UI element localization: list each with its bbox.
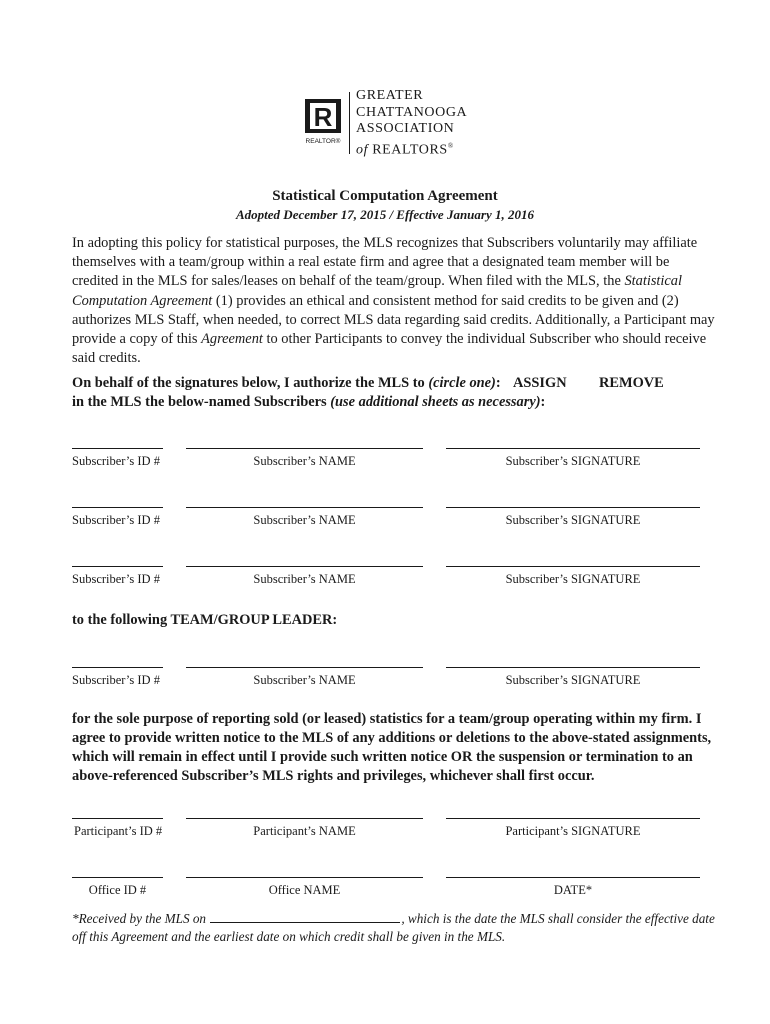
leader-name-field[interactable] — [186, 667, 423, 668]
leader-id-field[interactable] — [72, 667, 163, 668]
organization-name — [356, 88, 467, 159]
footnote-line-1 — [72, 910, 722, 928]
authorize-colon: : — [540, 394, 546, 410]
authorize-line-1 — [72, 375, 501, 392]
purpose-line: agree to provide written notice to the MLS of any additions or deletions to the above-stated assignments, — [72, 730, 712, 746]
footnote-text: *Received by the MLS on — [72, 911, 210, 926]
footnote-line-2: off this Agreement and the earliest date on which credit shall be given in the MLS. — [72, 929, 506, 944]
subscriber-signature-label: Subscriber’s SIGNATURE — [505, 572, 641, 586]
registered-mark: ® — [447, 141, 454, 150]
subscriber-3-id-field[interactable] — [72, 566, 163, 567]
intro-text: to other Participants to convey the individual Subscriber who should receive — [262, 331, 707, 348]
participant-id-field[interactable] — [72, 818, 163, 819]
authorize-colon: : — [495, 375, 501, 391]
logo-mark-caption: REALTOR® — [305, 138, 341, 145]
intro-line: In adopting this policy for statistical purposes, the MLS recognizes that Subscribers voluntarily may affiliate — [72, 235, 698, 251]
subscriber-3-signature-field[interactable] — [446, 566, 700, 567]
participant-signature-label: Participant’s SIGNATURE — [505, 824, 641, 838]
org-line-4-of: of — [356, 142, 369, 158]
circle-one-hint: (circle one) — [428, 375, 496, 391]
office-id-label: Office ID # — [88, 883, 147, 897]
org-line-1: GREATER — [356, 88, 424, 103]
intro-line — [72, 330, 712, 349]
authorize-text: in the MLS the below-named Subscribers — [72, 394, 331, 410]
subscriber-signature-label: Subscriber’s SIGNATURE — [505, 673, 641, 687]
intro-line: themselves with a team/group within a real estate firm and agree that a designated team member will be — [72, 254, 670, 271]
footnote — [72, 910, 722, 946]
document-title: Statistical Computation Agreement — [272, 188, 498, 204]
intro-line: authorizes MLS Staff, when needed, to correct MLS data regarding said credits. Additionally, a Participant may — [72, 311, 715, 328]
leader-signature-field[interactable] — [446, 667, 700, 668]
org-line-3: ASSOCIATION — [356, 121, 455, 136]
received-date-field[interactable] — [210, 912, 400, 923]
subscriber-name-label: Subscriber’s NAME — [253, 454, 356, 468]
date-field[interactable] — [446, 877, 700, 878]
office-name-field[interactable] — [186, 877, 423, 878]
subscriber-2-id-field[interactable] — [72, 507, 163, 508]
intro-line — [72, 292, 712, 311]
intro-italic: Agreement — [201, 331, 263, 348]
team-leader-heading: to the following TEAM/GROUP LEADER: — [72, 612, 338, 628]
purpose-line: which will remain in effect until I provide such written notice OR the suspension or termination to an — [72, 749, 693, 765]
subscriber-signature-label: Subscriber’s SIGNATURE — [505, 454, 641, 468]
subscriber-2-name-field[interactable] — [186, 507, 423, 508]
subscriber-1-signature-field[interactable] — [446, 448, 700, 449]
subscriber-1-name-field[interactable] — [186, 448, 423, 449]
subscriber-id-label: Subscriber’s ID # — [72, 454, 160, 468]
remove-option[interactable]: REMOVE — [599, 375, 664, 391]
org-line-4-name: REALTORS — [372, 142, 448, 158]
intro-line: said credits. — [72, 350, 141, 367]
subscriber-id-label: Subscriber’s ID # — [72, 673, 160, 687]
subscriber-name-label: Subscriber’s NAME — [253, 673, 356, 687]
intro-text: (1) provides an ethical and consistent method for said credits to be given and (2) — [212, 292, 679, 309]
authorize-line-2 — [72, 394, 545, 411]
date-label: DATE* — [553, 883, 593, 897]
intro-italic: Computation Agreement — [72, 292, 213, 309]
subscriber-id-label: Subscriber’s ID # — [72, 513, 160, 527]
subscriber-name-label: Subscriber’s NAME — [253, 513, 356, 527]
purpose-paragraph — [72, 710, 722, 786]
additional-sheets-hint: (use additional sheets as necessary) — [330, 394, 541, 410]
assign-option[interactable]: ASSIGN — [513, 375, 567, 391]
purpose-line: for the sole purpose of reporting sold (or leased) statistics for a team/group operating within my firm. I — [72, 711, 702, 727]
subscriber-2-signature-field[interactable] — [446, 507, 700, 508]
subscriber-3-name-field[interactable] — [186, 566, 423, 567]
logo-mark-letter: R — [313, 102, 333, 132]
intro-paragraph — [72, 234, 715, 368]
participant-id-label: Participant’s ID # — [74, 824, 163, 838]
intro-line — [72, 272, 712, 291]
document-subtitle: Adopted December 17, 2015 / Effective January 1, 2016 — [236, 207, 534, 222]
intro-text: credited in the MLS for sales/leases on behalf of the team/group. When filed with the MLS, the — [72, 273, 625, 290]
intro-italic: Statistical — [624, 273, 683, 290]
subscriber-id-label: Subscriber’s ID # — [72, 572, 160, 586]
org-line-4 — [356, 138, 467, 159]
realtor-logo-icon — [303, 99, 343, 147]
office-id-field[interactable] — [72, 877, 163, 878]
footnote-text: , which is the date the MLS shall consider the effective date — [401, 911, 715, 926]
org-line-2: CHATTANOOGA — [356, 104, 468, 120]
participant-name-field[interactable] — [186, 818, 423, 819]
subscriber-name-label: Subscriber’s NAME — [253, 572, 356, 586]
subscriber-1-id-field[interactable] — [72, 448, 163, 449]
intro-text: provide a copy of this — [72, 331, 202, 348]
participant-signature-field[interactable] — [446, 818, 700, 819]
office-name-label: Office NAME — [268, 883, 341, 897]
logo-divider — [349, 92, 350, 154]
participant-name-label: Participant’s NAME — [253, 824, 356, 838]
authorize-text: On behalf of the signatures below, I authorize the MLS to — [72, 375, 429, 391]
subscriber-signature-label: Subscriber’s SIGNATURE — [505, 513, 641, 527]
purpose-line: above-referenced Subscriber’s MLS rights and privileges, whichever shall first occur. — [72, 768, 595, 784]
